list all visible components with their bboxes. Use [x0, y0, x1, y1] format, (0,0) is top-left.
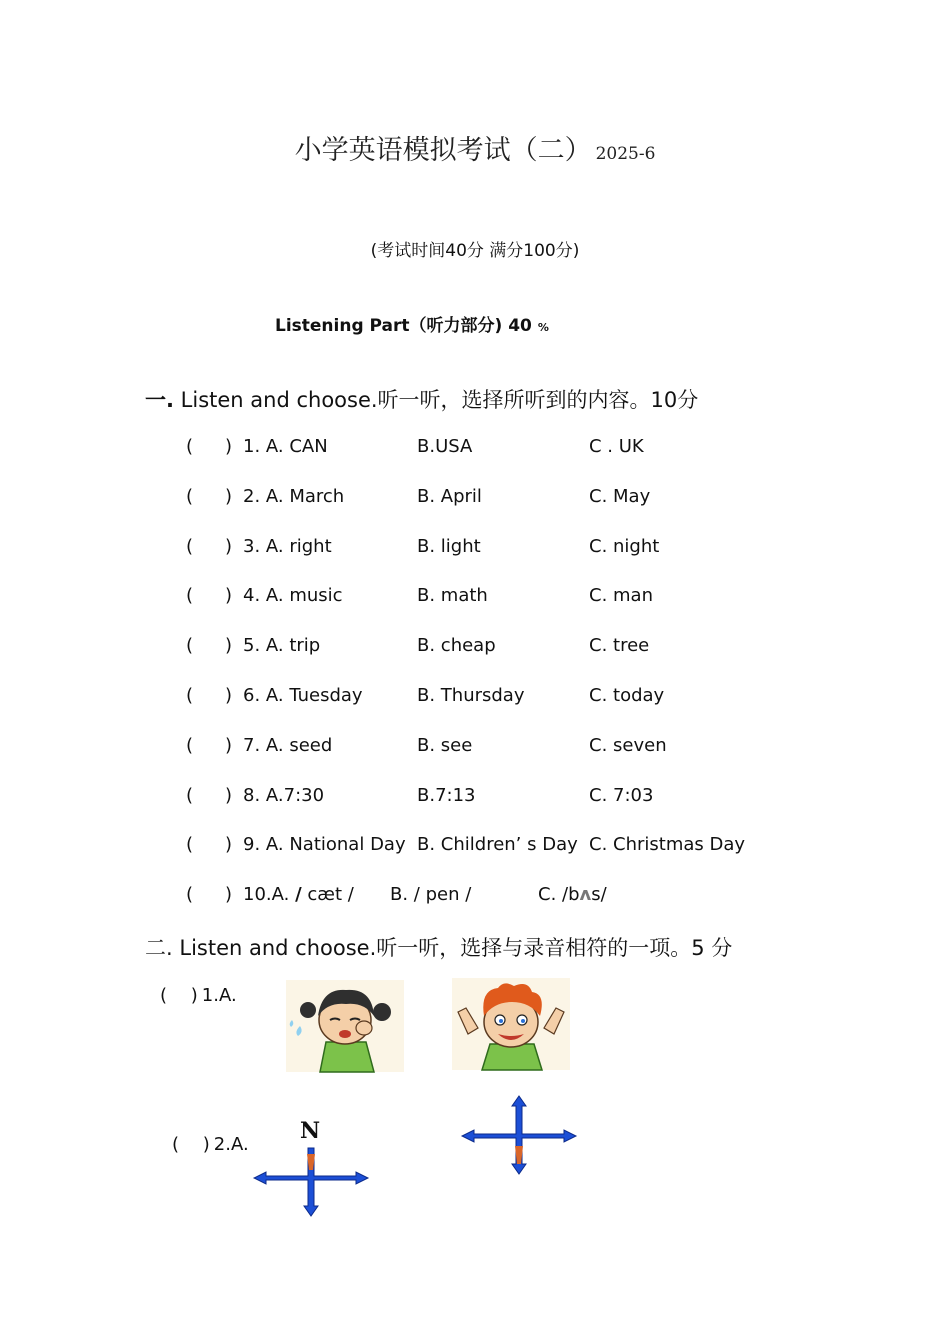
option-a: 7. A. seed: [243, 735, 333, 756]
option-c: C . UK: [589, 436, 644, 457]
option-c: C. May: [589, 486, 651, 507]
option-c: C. tree: [589, 635, 650, 656]
option-a: 4. A. music: [243, 585, 343, 606]
option-b: B. / pen /: [390, 884, 472, 905]
answer-paren-close: ): [225, 834, 233, 855]
question-row: [0, 685, 950, 711]
question-row: [0, 834, 950, 860]
option-b: B. Children’ s Day: [417, 834, 578, 855]
option-c: C. seven: [589, 735, 667, 756]
option-b: B. April: [417, 486, 482, 507]
compass-cross-a-icon: [252, 1140, 370, 1218]
answer-paren-open[interactable]: (: [186, 884, 194, 905]
option-a: 6. A. Tuesday: [243, 685, 363, 706]
option-a: 5. A. trip: [243, 635, 321, 656]
option-a-slash: /: [295, 884, 302, 905]
option-b: B. cheap: [417, 635, 496, 656]
option-c: C. 7:03: [589, 785, 654, 806]
option-a-prefix: 10.A.: [243, 884, 296, 905]
option-c: C. night: [589, 536, 660, 557]
s2-q2-label: 2.A.: [213, 1134, 249, 1155]
section-1-number: 一.: [145, 388, 174, 412]
question-row: [0, 536, 950, 562]
section-1-heading: [145, 384, 698, 414]
option-c: C. today: [589, 685, 665, 706]
answer-paren-open[interactable]: (: [186, 536, 194, 557]
option-b: B.USA: [417, 436, 473, 457]
answer-paren-open[interactable]: (: [186, 735, 194, 756]
s2-q1-label: 1.A.: [201, 985, 237, 1006]
compass-north-label: N: [300, 1118, 321, 1144]
title-text: 小学英语模拟考试（二）: [294, 135, 592, 166]
question-row: [0, 735, 950, 761]
option-b: B. light: [417, 536, 481, 557]
s2-q1-row: [160, 985, 237, 1006]
option-a: 9. A. National Day: [243, 834, 406, 855]
part-label-text: Listening Part（听力部分) 40: [275, 316, 532, 336]
part-percent: %: [537, 321, 549, 334]
answer-paren-close: ): [225, 536, 233, 557]
s2-q2-paren-open[interactable]: (: [172, 1134, 180, 1155]
section-2-number: 二.: [145, 936, 173, 960]
option-c: C. man: [589, 585, 653, 606]
question-row: [0, 436, 950, 462]
question-row: [0, 785, 950, 811]
question-row: [0, 486, 950, 512]
happy-boy-image: [452, 978, 570, 1070]
s2-q1-paren-close: ): [190, 985, 198, 1006]
section-2-heading: [145, 932, 732, 962]
question-row-10: [0, 884, 950, 910]
s2-q2-paren-close: ): [202, 1134, 210, 1155]
answer-paren-open[interactable]: (: [186, 486, 194, 507]
option-b: B. Thursday: [417, 685, 525, 706]
exam-duration: (考试时间40分 满分100分): [370, 241, 580, 261]
option-a: [243, 884, 354, 905]
answer-paren-open[interactable]: (: [186, 635, 194, 656]
s2-q2-row: [172, 1134, 249, 1155]
option-b: B.7:13: [417, 785, 476, 806]
part-label: [275, 311, 549, 336]
answer-paren-close: ): [225, 436, 233, 457]
page-title: [0, 128, 950, 167]
compass-cross-b-icon: [460, 1096, 578, 1176]
option-b: B. math: [417, 585, 488, 606]
answer-paren-open[interactable]: (: [186, 436, 194, 457]
option-a: 1. A. CAN: [243, 436, 328, 457]
option-c-suffix: s/: [591, 884, 607, 905]
option-c: [538, 884, 607, 905]
answer-paren-close: ): [225, 685, 233, 706]
option-c-prefix: C. /b: [538, 884, 580, 905]
option-a: 2. A. March: [243, 486, 345, 507]
option-a: 8. A.7:30: [243, 785, 325, 806]
answer-paren-close: ): [225, 884, 233, 905]
section-1-title: Listen and choose.听一听，选择所听到的内容。10分: [173, 388, 699, 412]
answer-paren-close: ): [225, 635, 233, 656]
answer-paren-open[interactable]: (: [186, 685, 194, 706]
option-a: 3. A. right: [243, 536, 332, 557]
option-c-caret: ʌ: [579, 884, 592, 905]
answer-paren-close: ): [225, 585, 233, 606]
answer-paren-close: ): [225, 735, 233, 756]
option-b: B. see: [417, 735, 473, 756]
crying-girl-image: [286, 980, 404, 1072]
section-2-title: Listen and choose.听一听，选择与录音相符的一项。5 分: [172, 936, 733, 960]
answer-paren-close: ): [225, 486, 233, 507]
answer-paren-open[interactable]: (: [186, 585, 194, 606]
answer-paren-open[interactable]: (: [186, 785, 194, 806]
title-date: 2025-6: [595, 144, 656, 164]
option-c: C. Christmas Day: [589, 834, 746, 855]
option-a-phonetic: cæt /: [301, 884, 354, 905]
s2-q1-paren-open[interactable]: (: [160, 985, 168, 1006]
question-row: [0, 585, 950, 611]
question-row: [0, 635, 950, 661]
answer-paren-open[interactable]: (: [186, 834, 194, 855]
answer-paren-close: ): [225, 785, 233, 806]
